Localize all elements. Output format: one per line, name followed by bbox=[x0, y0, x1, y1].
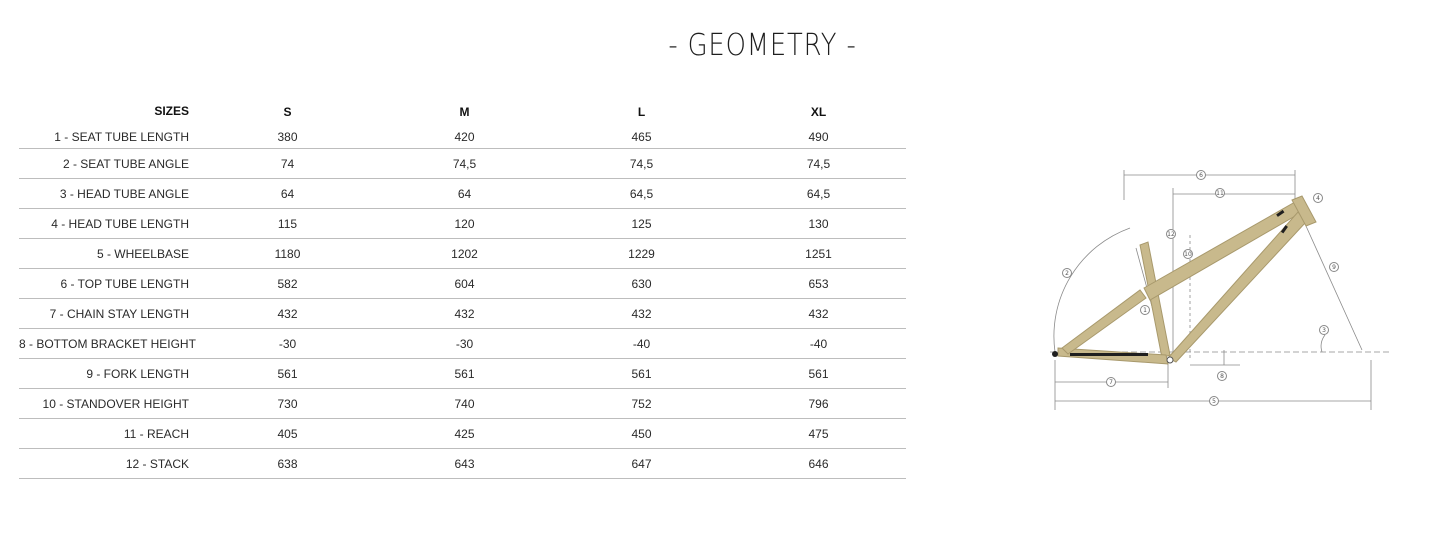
value-m: -30 bbox=[455, 336, 474, 351]
row-label: 10 - STANDOVER HEIGHT bbox=[42, 396, 189, 411]
value-xl: 490 bbox=[808, 129, 829, 144]
rear-axle bbox=[1052, 351, 1058, 357]
value-l: 465 bbox=[631, 129, 652, 144]
value-m: 1202 bbox=[451, 246, 478, 261]
row-label: 1 - SEAT TUBE LENGTH bbox=[54, 129, 189, 144]
column-header-s: S bbox=[283, 105, 292, 119]
table-row bbox=[19, 125, 906, 149]
table-row bbox=[19, 179, 906, 209]
value-s: -30 bbox=[278, 336, 297, 351]
row-label: 6 - TOP TUBE LENGTH bbox=[60, 276, 189, 291]
row-label: 12 - STACK bbox=[125, 456, 189, 471]
row-label: 9 - FORK LENGTH bbox=[86, 366, 189, 381]
svg-text:9: 9 bbox=[1332, 264, 1336, 271]
value-m: 643 bbox=[454, 456, 475, 471]
value-s: 582 bbox=[277, 276, 298, 291]
value-l: 74,5 bbox=[629, 156, 654, 171]
table-row bbox=[19, 149, 906, 179]
svg-text:2: 2 bbox=[1065, 270, 1069, 277]
seat-stay bbox=[1062, 290, 1146, 354]
row-label: 11 - REACH bbox=[123, 426, 189, 441]
value-m: 420 bbox=[454, 129, 475, 144]
svg-text:7: 7 bbox=[1109, 379, 1113, 386]
value-s: 115 bbox=[277, 216, 298, 231]
value-s: 561 bbox=[277, 366, 298, 381]
marker-11 bbox=[1216, 189, 1225, 198]
svg-text:3: 3 bbox=[1322, 327, 1326, 334]
marker-6 bbox=[1197, 171, 1206, 180]
value-m: 561 bbox=[454, 366, 475, 381]
value-s: 432 bbox=[277, 306, 298, 321]
value-xl: 796 bbox=[808, 396, 829, 411]
marker-5 bbox=[1210, 397, 1219, 406]
marker-10 bbox=[1184, 250, 1193, 259]
value-s: 730 bbox=[277, 396, 298, 411]
table-row bbox=[19, 359, 906, 389]
table-row bbox=[19, 329, 906, 359]
value-s: 64 bbox=[280, 186, 295, 201]
value-l: 125 bbox=[631, 216, 652, 231]
value-xl: 653 bbox=[808, 276, 829, 291]
value-l: 561 bbox=[631, 366, 652, 381]
table-row bbox=[19, 299, 906, 329]
value-l: 630 bbox=[631, 276, 652, 291]
marker-12 bbox=[1167, 230, 1176, 239]
svg-text:4: 4 bbox=[1316, 195, 1320, 202]
row-label: 8 - BOTTOM BRACKET HEIGHT bbox=[19, 336, 196, 351]
table-header-row bbox=[19, 97, 906, 125]
marker-7 bbox=[1107, 378, 1116, 387]
column-header-sizes: SIZES bbox=[154, 104, 189, 118]
seat-tube bbox=[1140, 242, 1170, 358]
svg-text:1: 1 bbox=[1143, 307, 1147, 314]
value-xl: 646 bbox=[808, 456, 829, 471]
value-m: 604 bbox=[454, 276, 475, 291]
table-row bbox=[19, 449, 906, 479]
svg-text:5: 5 bbox=[1212, 398, 1216, 405]
value-s: 74 bbox=[280, 156, 295, 171]
svg-text:6: 6 bbox=[1199, 172, 1203, 179]
value-m: 64 bbox=[457, 186, 472, 201]
row-label: 3 - HEAD TUBE ANGLE bbox=[59, 186, 189, 201]
svg-text:12: 12 bbox=[1167, 231, 1175, 238]
column-header-l: L bbox=[637, 105, 646, 119]
value-l: 64,5 bbox=[629, 186, 654, 201]
table-row bbox=[19, 389, 906, 419]
table-row bbox=[19, 419, 906, 449]
value-l: 1229 bbox=[628, 246, 655, 261]
table-row bbox=[19, 269, 906, 299]
value-m: 74,5 bbox=[452, 156, 477, 171]
chain-guard bbox=[1070, 353, 1148, 356]
value-xl: 130 bbox=[808, 216, 829, 231]
column-header-xl: XL bbox=[810, 105, 827, 119]
page-title: - GEOMETRY - bbox=[668, 28, 857, 63]
marker-3 bbox=[1320, 326, 1329, 335]
value-s: 1180 bbox=[274, 246, 301, 261]
svg-text:8: 8 bbox=[1220, 373, 1224, 380]
value-xl: 475 bbox=[808, 426, 829, 441]
row-label: 4 - HEAD TUBE LENGTH bbox=[51, 216, 189, 231]
value-l: 432 bbox=[631, 306, 652, 321]
row-label: 5 - WHEELBASE bbox=[96, 246, 189, 261]
bike-frame bbox=[1058, 196, 1316, 364]
value-m: 740 bbox=[454, 396, 475, 411]
row-label: 2 - SEAT TUBE ANGLE bbox=[62, 156, 189, 171]
svg-text:11: 11 bbox=[1216, 190, 1224, 197]
value-s: 638 bbox=[277, 456, 298, 471]
value-l: 647 bbox=[631, 456, 652, 471]
value-xl: -40 bbox=[809, 336, 828, 351]
value-l: 752 bbox=[631, 396, 652, 411]
table-row bbox=[19, 209, 906, 239]
value-xl: 432 bbox=[808, 306, 829, 321]
value-xl: 1251 bbox=[805, 246, 832, 261]
marker-8 bbox=[1218, 372, 1227, 381]
column-header-m: M bbox=[459, 105, 470, 119]
value-s: 380 bbox=[277, 129, 298, 144]
value-m: 432 bbox=[454, 306, 475, 321]
value-l: -40 bbox=[632, 336, 651, 351]
bottom-bracket bbox=[1167, 357, 1173, 363]
geometry-table bbox=[19, 97, 906, 479]
row-label: 7 - CHAIN STAY LENGTH bbox=[49, 306, 189, 321]
svg-text:10: 10 bbox=[1184, 251, 1192, 258]
value-m: 120 bbox=[454, 216, 475, 231]
value-xl: 74,5 bbox=[806, 156, 831, 171]
value-m: 425 bbox=[454, 426, 475, 441]
marker-4 bbox=[1314, 194, 1323, 203]
value-xl: 561 bbox=[808, 366, 829, 381]
marker-1 bbox=[1141, 306, 1150, 315]
value-l: 450 bbox=[631, 426, 652, 441]
value-s: 405 bbox=[277, 426, 298, 441]
table-row bbox=[19, 239, 906, 269]
frame-geometry-diagram bbox=[1040, 160, 1400, 420]
marker-9 bbox=[1330, 263, 1339, 272]
marker-2 bbox=[1063, 269, 1072, 278]
value-xl: 64,5 bbox=[806, 186, 831, 201]
